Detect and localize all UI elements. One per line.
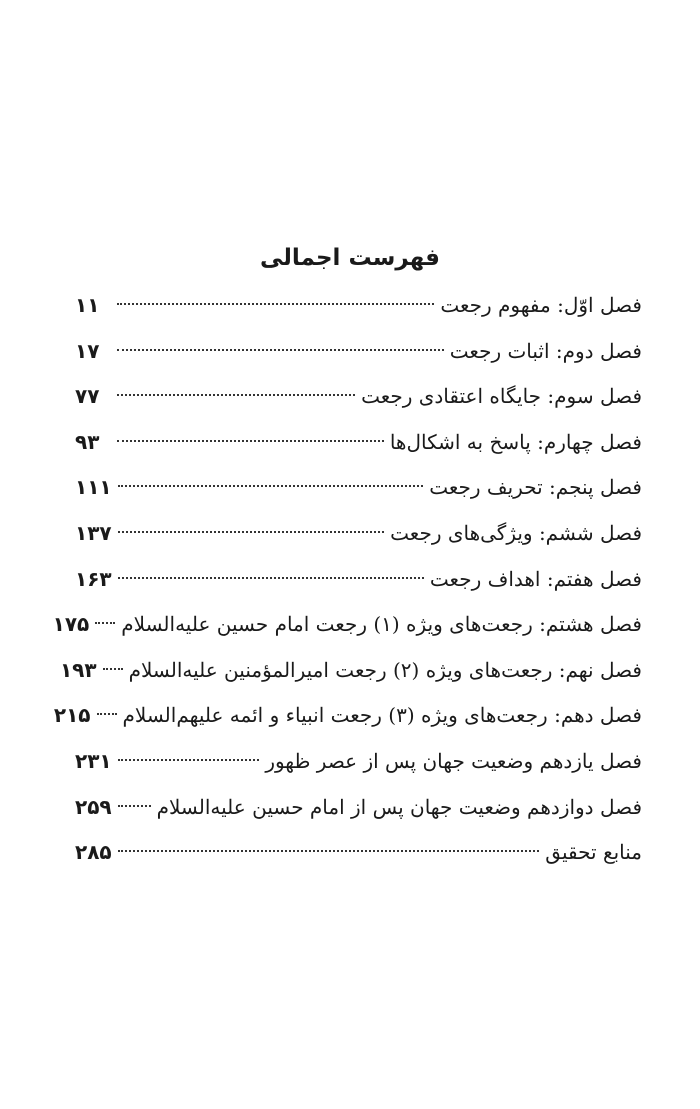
- dot-leader: [117, 302, 434, 305]
- toc-entry-page: ۱۳۷: [75, 520, 112, 545]
- toc-entry-page: ۹۳: [75, 429, 100, 454]
- toc-entry-page: ۲۵۹: [75, 794, 112, 819]
- dot-leader: [118, 849, 540, 852]
- dot-leader: [117, 439, 384, 442]
- toc-entry[interactable]: [75, 374, 642, 420]
- toc-entry[interactable]: [52, 602, 642, 648]
- toc-entry-page: ۱۱۱: [75, 475, 112, 500]
- toc-entry[interactable]: [59, 648, 642, 694]
- toc-entry-label: فصل سوم: جایگاه اعتقادی رجعت: [361, 384, 642, 409]
- toc-entry[interactable]: [75, 739, 642, 785]
- toc-entry[interactable]: [75, 329, 642, 375]
- toc-entry[interactable]: [75, 830, 642, 876]
- toc-entry-label: فصل ششم: ویژگی‌های رجعت: [390, 520, 642, 545]
- toc-entry[interactable]: [53, 693, 642, 739]
- toc-entry-page: ۱۶۳: [75, 566, 112, 591]
- toc-entry-page: ۱۱: [75, 293, 100, 317]
- toc-entry-label: فصل اوّل: مفهوم رجعت: [440, 293, 642, 317]
- dot-leader: [118, 758, 260, 761]
- toc-entry[interactable]: [75, 785, 642, 831]
- dot-leader: [95, 621, 115, 624]
- toc-entry-label: فصل یازدهم وضعیت جهان پس از عصر ظهور: [265, 748, 642, 773]
- toc-entry[interactable]: [75, 420, 642, 466]
- toc-entry-label: فصل پنجم: تحریف رجعت: [429, 475, 642, 500]
- dot-leader: [118, 576, 424, 579]
- dot-leader: [118, 484, 424, 487]
- toc-title: فهرست اجمالی: [260, 245, 440, 271]
- toc-entry-label: فصل چهارم: پاسخ به اشکال‌ها: [389, 429, 642, 454]
- toc-entry-label: فصل هفتم: اهداف رجعت: [429, 566, 642, 591]
- toc-entry-page: ۲۱۵: [53, 703, 91, 728]
- toc-entry-label: فصل هشتم: رجعت‌های ویژه (۱) رجعت امام حسین علیه‌السلام: [121, 612, 642, 637]
- toc-entry-page: ۷۷: [75, 384, 100, 409]
- toc-entry[interactable]: [75, 511, 642, 557]
- toc-entry-page: ۱۷: [75, 338, 100, 363]
- toc-entry-label: منابع تحقیق: [545, 840, 642, 865]
- toc-entry-page: ۱۹۳: [59, 657, 97, 682]
- dot-leader: [103, 667, 123, 670]
- toc-entry-label: فصل دوازدهم وضعیت جهان پس از امام حسین علیه‌السلام: [156, 794, 642, 819]
- toc-entry[interactable]: [75, 557, 642, 603]
- toc-entry[interactable]: [75, 465, 642, 511]
- dot-leader: [117, 393, 355, 396]
- dot-leader: [97, 712, 117, 715]
- toc-list: [52, 283, 642, 876]
- toc-entry-label: فصل دوم: اثبات رجعت: [449, 338, 642, 363]
- toc-entry-label: فصل دهم: رجعت‌های ویژه (۳) رجعت انبیاء و ائمه علیهم‌السلام: [122, 703, 642, 728]
- dot-leader: [118, 530, 385, 533]
- toc-entry-page: ۲۳۱: [75, 748, 112, 773]
- dot-leader: [117, 348, 444, 351]
- dot-leader: [118, 804, 151, 807]
- toc-entry-page: ۱۷۵: [52, 612, 90, 637]
- toc-entry-page: ۲۸۵: [75, 840, 112, 865]
- toc-entry[interactable]: [75, 283, 642, 329]
- toc-entry-label: فصل نهم: رجعت‌های ویژه (۲) رجعت امیرالمؤمنین علیه‌السلام: [128, 657, 642, 682]
